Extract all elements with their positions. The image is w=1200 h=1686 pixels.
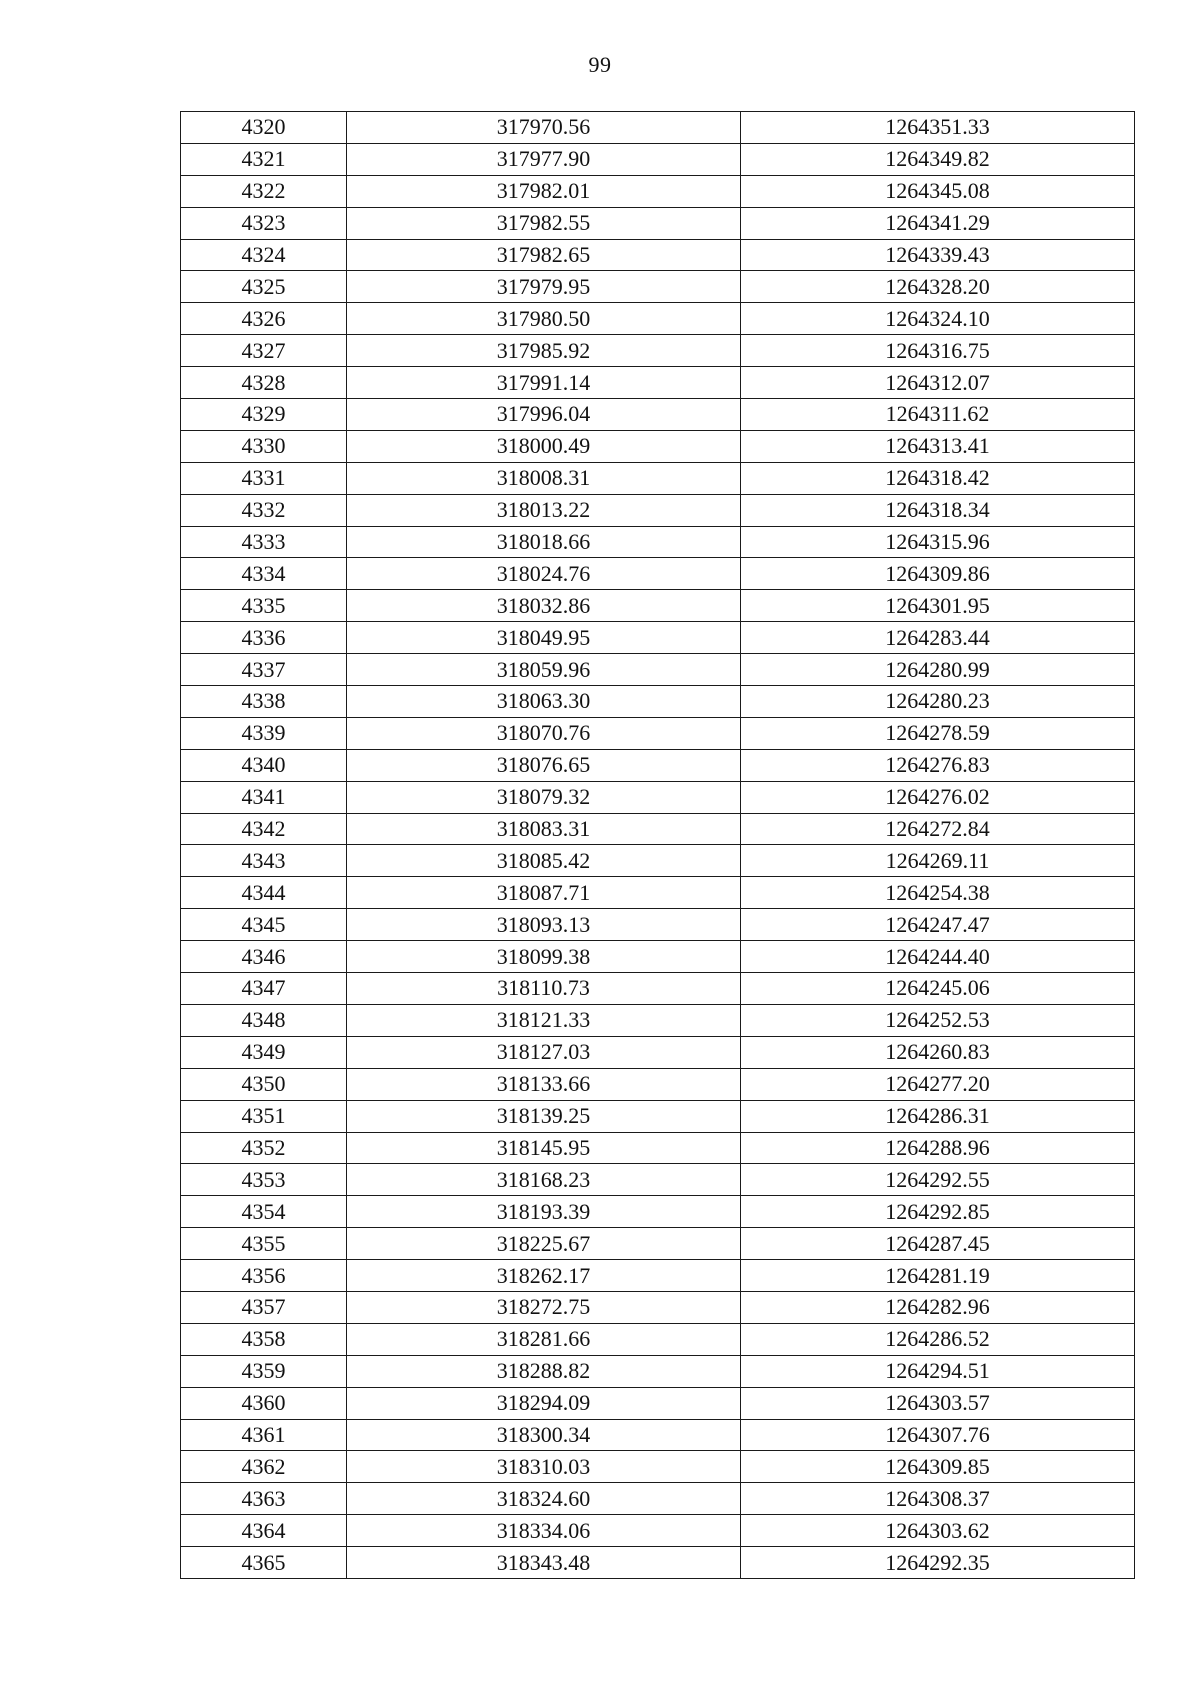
point-number-cell: 4339 [181, 717, 347, 749]
point-number-cell: 4362 [181, 1451, 347, 1483]
point-number-cell: 4357 [181, 1291, 347, 1323]
table-row [181, 1323, 1135, 1355]
point-number-cell: 4337 [181, 654, 347, 686]
point-number-cell: 4335 [181, 590, 347, 622]
y-coordinate-cell: 1264308.37 [741, 1483, 1135, 1515]
table-row [181, 1547, 1135, 1579]
point-number-cell: 4331 [181, 462, 347, 494]
y-coordinate-cell: 1264276.02 [741, 781, 1135, 813]
x-coordinate-cell: 317979.95 [347, 271, 741, 303]
table-row [181, 303, 1135, 335]
x-coordinate-cell: 318145.95 [347, 1132, 741, 1164]
point-number-cell: 4351 [181, 1100, 347, 1132]
x-coordinate-cell: 318085.42 [347, 845, 741, 877]
point-number-cell: 4348 [181, 1004, 347, 1036]
table-row [181, 973, 1135, 1005]
point-number-cell: 4359 [181, 1355, 347, 1387]
point-number-cell: 4323 [181, 207, 347, 239]
x-coordinate-cell: 318310.03 [347, 1451, 741, 1483]
x-coordinate-cell: 317980.50 [347, 303, 741, 335]
y-coordinate-cell: 1264292.85 [741, 1196, 1135, 1228]
y-coordinate-cell: 1264349.82 [741, 143, 1135, 175]
x-coordinate-cell: 318300.34 [347, 1419, 741, 1451]
point-number-cell: 4326 [181, 303, 347, 335]
x-coordinate-cell: 318288.82 [347, 1355, 741, 1387]
x-coordinate-cell: 317970.56 [347, 112, 741, 144]
point-number-cell: 4330 [181, 430, 347, 462]
point-number-cell: 4352 [181, 1132, 347, 1164]
point-number-cell: 4344 [181, 877, 347, 909]
y-coordinate-cell: 1264280.23 [741, 686, 1135, 718]
y-coordinate-cell: 1264303.62 [741, 1515, 1135, 1547]
table-row [181, 1228, 1135, 1260]
x-coordinate-cell: 318099.38 [347, 941, 741, 973]
point-number-cell: 4349 [181, 1036, 347, 1068]
table-row [181, 717, 1135, 749]
page-number: 99 [588, 52, 612, 77]
y-coordinate-cell: 1264283.44 [741, 622, 1135, 654]
table-row [181, 175, 1135, 207]
y-coordinate-cell: 1264247.47 [741, 909, 1135, 941]
point-number-cell: 4345 [181, 909, 347, 941]
table-row [181, 877, 1135, 909]
x-coordinate-cell: 317982.65 [347, 239, 741, 271]
x-coordinate-cell: 318281.66 [347, 1323, 741, 1355]
x-coordinate-cell: 318059.96 [347, 654, 741, 686]
x-coordinate-cell: 318334.06 [347, 1515, 741, 1547]
table-row [181, 1387, 1135, 1419]
table-row [181, 494, 1135, 526]
table-row [181, 399, 1135, 431]
point-number-cell: 4324 [181, 239, 347, 271]
point-number-cell: 4332 [181, 494, 347, 526]
x-coordinate-cell: 318262.17 [347, 1260, 741, 1292]
y-coordinate-cell: 1264318.34 [741, 494, 1135, 526]
x-coordinate-cell: 318079.32 [347, 781, 741, 813]
x-coordinate-cell: 318272.75 [347, 1291, 741, 1323]
point-number-cell: 4363 [181, 1483, 347, 1515]
y-coordinate-cell: 1264351.33 [741, 112, 1135, 144]
point-number-cell: 4347 [181, 973, 347, 1005]
x-coordinate-cell: 318127.03 [347, 1036, 741, 1068]
y-coordinate-cell: 1264303.57 [741, 1387, 1135, 1419]
table-row [181, 1036, 1135, 1068]
table-row [181, 590, 1135, 622]
point-number-cell: 4329 [181, 399, 347, 431]
y-coordinate-cell: 1264286.31 [741, 1100, 1135, 1132]
y-coordinate-cell: 1264318.42 [741, 462, 1135, 494]
y-coordinate-cell: 1264287.45 [741, 1228, 1135, 1260]
table-row [181, 686, 1135, 718]
table-row [181, 654, 1135, 686]
y-coordinate-cell: 1264245.06 [741, 973, 1135, 1005]
table-row [181, 845, 1135, 877]
x-coordinate-cell: 317996.04 [347, 399, 741, 431]
table-row [181, 1004, 1135, 1036]
table-row [181, 462, 1135, 494]
table-row [181, 367, 1135, 399]
y-coordinate-cell: 1264288.96 [741, 1132, 1135, 1164]
table-row [181, 941, 1135, 973]
y-coordinate-cell: 1264244.40 [741, 941, 1135, 973]
point-number-cell: 4360 [181, 1387, 347, 1419]
y-coordinate-cell: 1264294.51 [741, 1355, 1135, 1387]
y-coordinate-cell: 1264309.86 [741, 558, 1135, 590]
x-coordinate-cell: 317991.14 [347, 367, 741, 399]
table-row [181, 1515, 1135, 1547]
point-number-cell: 4325 [181, 271, 347, 303]
table-row [181, 813, 1135, 845]
y-coordinate-cell: 1264269.11 [741, 845, 1135, 877]
y-coordinate-cell: 1264309.85 [741, 1451, 1135, 1483]
table-row [181, 749, 1135, 781]
table-row [181, 1451, 1135, 1483]
x-coordinate-cell: 318133.66 [347, 1068, 741, 1100]
x-coordinate-cell: 318070.76 [347, 717, 741, 749]
x-coordinate-cell: 318008.31 [347, 462, 741, 494]
point-number-cell: 4338 [181, 686, 347, 718]
point-number-cell: 4322 [181, 175, 347, 207]
y-coordinate-cell: 1264345.08 [741, 175, 1135, 207]
x-coordinate-cell: 318121.33 [347, 1004, 741, 1036]
point-number-cell: 4343 [181, 845, 347, 877]
table-row [181, 1068, 1135, 1100]
x-coordinate-cell: 318013.22 [347, 494, 741, 526]
y-coordinate-cell: 1264254.38 [741, 877, 1135, 909]
y-coordinate-cell: 1264312.07 [741, 367, 1135, 399]
y-coordinate-cell: 1264281.19 [741, 1260, 1135, 1292]
table-row [181, 1260, 1135, 1292]
point-number-cell: 4341 [181, 781, 347, 813]
table-row [181, 558, 1135, 590]
table-row [181, 1291, 1135, 1323]
point-number-cell: 4355 [181, 1228, 347, 1260]
y-coordinate-cell: 1264260.83 [741, 1036, 1135, 1068]
table-row [181, 271, 1135, 303]
x-coordinate-cell: 317977.90 [347, 143, 741, 175]
x-coordinate-cell: 318032.86 [347, 590, 741, 622]
table-row [181, 143, 1135, 175]
x-coordinate-cell: 318110.73 [347, 973, 741, 1005]
table-row [181, 112, 1135, 144]
y-coordinate-cell: 1264341.29 [741, 207, 1135, 239]
point-number-cell: 4334 [181, 558, 347, 590]
point-number-cell: 4336 [181, 622, 347, 654]
point-number-cell: 4327 [181, 335, 347, 367]
x-coordinate-cell: 318139.25 [347, 1100, 741, 1132]
y-coordinate-cell: 1264272.84 [741, 813, 1135, 845]
x-coordinate-cell: 318083.31 [347, 813, 741, 845]
y-coordinate-cell: 1264252.53 [741, 1004, 1135, 1036]
point-number-cell: 4358 [181, 1323, 347, 1355]
y-coordinate-cell: 1264324.10 [741, 303, 1135, 335]
point-number-cell: 4353 [181, 1164, 347, 1196]
table-row [181, 1355, 1135, 1387]
table-row [181, 430, 1135, 462]
table-row [181, 1132, 1135, 1164]
y-coordinate-cell: 1264282.96 [741, 1291, 1135, 1323]
y-coordinate-cell: 1264286.52 [741, 1323, 1135, 1355]
x-coordinate-cell: 318063.30 [347, 686, 741, 718]
x-coordinate-cell: 317982.55 [347, 207, 741, 239]
table-row [181, 207, 1135, 239]
x-coordinate-cell: 318093.13 [347, 909, 741, 941]
x-coordinate-cell: 318076.65 [347, 749, 741, 781]
point-number-cell: 4365 [181, 1547, 347, 1579]
point-number-cell: 4340 [181, 749, 347, 781]
y-coordinate-cell: 1264311.62 [741, 399, 1135, 431]
table-row [181, 335, 1135, 367]
x-coordinate-cell: 318087.71 [347, 877, 741, 909]
table-row [181, 781, 1135, 813]
table-row [181, 909, 1135, 941]
point-number-cell: 4346 [181, 941, 347, 973]
table-row [181, 1100, 1135, 1132]
x-coordinate-cell: 318018.66 [347, 526, 741, 558]
point-number-cell: 4350 [181, 1068, 347, 1100]
point-number-cell: 4320 [181, 112, 347, 144]
x-coordinate-cell: 317982.01 [347, 175, 741, 207]
y-coordinate-cell: 1264301.95 [741, 590, 1135, 622]
point-number-cell: 4361 [181, 1419, 347, 1451]
table-row [181, 622, 1135, 654]
y-coordinate-cell: 1264280.99 [741, 654, 1135, 686]
y-coordinate-cell: 1264277.20 [741, 1068, 1135, 1100]
x-coordinate-cell: 318343.48 [347, 1547, 741, 1579]
y-coordinate-cell: 1264307.76 [741, 1419, 1135, 1451]
y-coordinate-cell: 1264292.55 [741, 1164, 1135, 1196]
y-coordinate-cell: 1264339.43 [741, 239, 1135, 271]
point-number-cell: 4342 [181, 813, 347, 845]
table-row [181, 1164, 1135, 1196]
x-coordinate-cell: 318049.95 [347, 622, 741, 654]
y-coordinate-cell: 1264276.83 [741, 749, 1135, 781]
point-number-cell: 4321 [181, 143, 347, 175]
table-row [181, 1483, 1135, 1515]
table-row [181, 526, 1135, 558]
y-coordinate-cell: 1264316.75 [741, 335, 1135, 367]
x-coordinate-cell: 318225.67 [347, 1228, 741, 1260]
x-coordinate-cell: 318000.49 [347, 430, 741, 462]
y-coordinate-cell: 1264328.20 [741, 271, 1135, 303]
x-coordinate-cell: 318193.39 [347, 1196, 741, 1228]
point-number-cell: 4356 [181, 1260, 347, 1292]
table-row [181, 1196, 1135, 1228]
y-coordinate-cell: 1264292.35 [741, 1547, 1135, 1579]
x-coordinate-cell: 318294.09 [347, 1387, 741, 1419]
x-coordinate-cell: 317985.92 [347, 335, 741, 367]
coordinate-table [180, 111, 1135, 1579]
x-coordinate-cell: 318024.76 [347, 558, 741, 590]
y-coordinate-cell: 1264315.96 [741, 526, 1135, 558]
x-coordinate-cell: 318324.60 [347, 1483, 741, 1515]
point-number-cell: 4333 [181, 526, 347, 558]
y-coordinate-cell: 1264278.59 [741, 717, 1135, 749]
point-number-cell: 4328 [181, 367, 347, 399]
x-coordinate-cell: 318168.23 [347, 1164, 741, 1196]
coordinate-table-body [181, 112, 1135, 1579]
table-row [181, 1419, 1135, 1451]
table-row [181, 239, 1135, 271]
point-number-cell: 4364 [181, 1515, 347, 1547]
y-coordinate-cell: 1264313.41 [741, 430, 1135, 462]
point-number-cell: 4354 [181, 1196, 347, 1228]
